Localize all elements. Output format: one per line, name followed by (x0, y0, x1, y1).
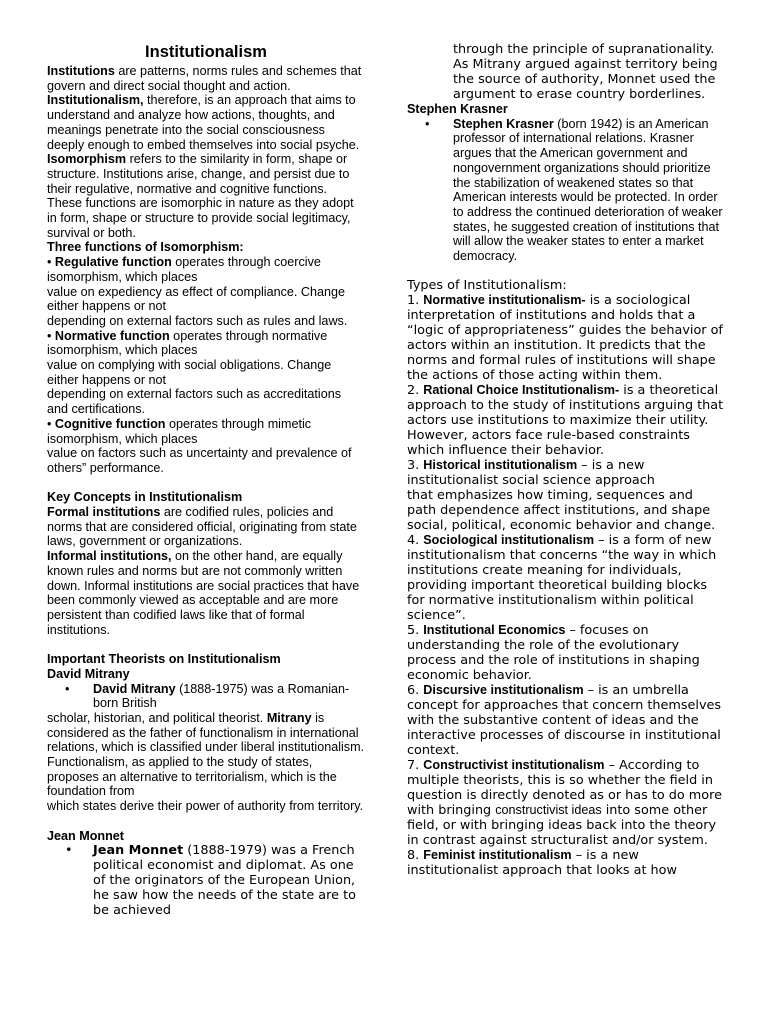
term: David Mitrany (93, 681, 176, 696)
number: 2. (407, 383, 424, 399)
term: Stephen Krasner (453, 116, 554, 131)
three-functions-heading: Three functions of Isomorphism: (47, 240, 244, 255)
definition: – is a form of new institutionalism that concerns “the way in which institutions create meaning for individuals, providing important theoretical building blocks for normative institutionalism within political science”. (407, 533, 717, 624)
term: Historical institutionalism (423, 458, 578, 473)
definition: operates through mimetic isomorphism, which places (47, 416, 312, 446)
definition: (born 1942) is an American professor of international relations. Krasner argues that the American government and nongovernment organizations should prioritize the stabilization of weakened states so that American interests would be protected. In order to address the continued deterioration of weaker states, he suggested creation of institutions that will allow the weaker states to enter a market democracy. (453, 116, 723, 264)
type-1 (407, 293, 725, 383)
number: 5. (407, 623, 424, 639)
definition: are codified rules, policies and norms that are considered official, originating from state laws, government or organizations. (47, 505, 357, 549)
term: Discursive institutionalism (423, 683, 584, 698)
functionalism-paragraph-2: which states derive their power of authority from territory. (47, 799, 364, 814)
text: is considered as the father of functionalism in international relations, which is classified under liberal institutionalism. (47, 710, 365, 755)
type-3-continuation: that emphasizes how timing, sequences and path dependence affect institutions, and shape social, political, economic behavior and change. (407, 488, 716, 534)
mitrany-bullet-item (47, 682, 365, 711)
mitrany-heading: David Mitrany (47, 666, 130, 681)
definition: – is an umbrella concept for approaches that concern themselves with the substantive content of ideas and the interactive processes of discourse in institutional context. (407, 683, 722, 759)
functionalism-paragraph: Functionalism, as applied to the study of states, proposes an alternative to territorialism, which is the foundation from (47, 755, 337, 799)
isomorphism-paragraph (47, 152, 365, 240)
key-concepts-heading: Key Concepts in Institutionalism (47, 490, 243, 505)
type-8 (407, 848, 725, 878)
left-column (47, 42, 365, 918)
formal-institutions-paragraph (47, 505, 365, 549)
term: Rational Choice Institutionalism- (423, 383, 620, 398)
definition: – is a new institutionalist social science approach (407, 458, 655, 489)
bullet: • (47, 328, 55, 343)
definition: is a sociological interpretation of institutions and holds that a “logic of appropriateness” guides the behavior of actors within an institution. It predicts that the norms and formal rules of institutions will shape the actions of those acting within them. (407, 293, 723, 384)
spacer (47, 814, 365, 829)
definition: on the other hand, are equally known rules and norms but are not commonly written down. Informal institutions are social practices that have been commonly viewed as acceptable and are more persistent than codified laws like that of formal institutions. (47, 549, 360, 637)
type-3 (407, 458, 725, 488)
bullet: • (47, 255, 55, 270)
number: 8. (407, 848, 424, 864)
regulative-line-2: value on expediency as effect of compliance. Change either happens or not (47, 284, 346, 314)
term: Institutions (47, 64, 115, 78)
term: Feminist institutionalism (423, 848, 572, 863)
definition: therefore, is an approach that aims to understand and analyze how actions, thoughts, and meanings penetrate into the social consciousness deeply enough to embed themselves into social psyche. (47, 93, 360, 152)
term: Normative function (54, 328, 170, 343)
institutions-paragraph (47, 64, 365, 93)
regulative-function (47, 255, 365, 284)
types-heading: Types of Institutionalism: (407, 278, 567, 294)
definition: – focuses on understanding the role of the evolutionary process and the role of institutions in shaping economic behavior. (407, 623, 700, 684)
definition: into some other field, or with bringing ideas back into the theory in contrast against structuralist and/or system. (407, 803, 717, 849)
text: scholar, historian, and political theorist. (47, 710, 267, 725)
bullet: • (65, 681, 70, 696)
number: 3. (407, 458, 424, 474)
monnet-continuation: through the principle of supranationality. As Mitrany argued against territory being the source of authority, Monnet used the argument to erase country borderlines. (453, 42, 718, 102)
cognitive-function (47, 417, 365, 446)
term: Sociological institutionalism (423, 533, 595, 548)
term: Normative institutionalism- (423, 293, 586, 308)
krasner-heading: Stephen Krasner (407, 102, 508, 116)
bullet: • (47, 416, 55, 431)
definition: (1888-1975) was a Romanian-born British (93, 681, 350, 711)
term: Isomorphism (47, 152, 127, 167)
spacer (407, 264, 725, 279)
normative-line-3: depending on external factors such as accreditations and certifications. (47, 387, 342, 417)
definition: operates through coercive isomorphism, which places (47, 255, 321, 284)
term: Formal institutions (47, 505, 161, 520)
number: 7. (407, 758, 424, 774)
term: Informal institutions, (47, 549, 172, 564)
page-title: Institutionalism (145, 43, 267, 61)
cognitive-line-2: value on factors such as uncertainty and prevalence of others” performance. (47, 446, 352, 475)
institutionalism-paragraph (47, 93, 365, 152)
bullet: • (65, 843, 73, 859)
term: Regulative function (54, 255, 172, 270)
informal-institutions-paragraph (47, 549, 365, 637)
definition: constructivist ideas (495, 803, 602, 818)
definition: is a theoretical approach to the study of institutions arguing that actors use institutions to maximize their utility. However, actors face rule-based constraints which influence their behavior. (407, 383, 724, 459)
spacer (47, 637, 365, 652)
type-4 (407, 533, 725, 623)
type-7 (407, 758, 725, 848)
monnet-heading: Jean Monnet (47, 828, 124, 843)
term: Cognitive function (54, 416, 166, 431)
spacer (47, 476, 365, 491)
normative-function (47, 329, 365, 358)
right-column (407, 42, 725, 878)
regulative-line-3: depending on external factors such as rules and laws. (47, 313, 348, 328)
krasner-bullet-item (407, 117, 725, 264)
term: Mitrany (266, 710, 312, 725)
term: Constructivist institutionalism (423, 758, 605, 773)
term: Institutional Economics (423, 623, 566, 638)
number: 1. (407, 293, 424, 309)
term: Institutionalism, (47, 93, 144, 108)
number: 6. (407, 683, 424, 699)
type-2 (407, 383, 725, 458)
type-5 (407, 623, 725, 683)
definition: – According to multiple theorists, this is so whether the field in question is directly denoted as or has to do more with bringing (407, 758, 722, 819)
number: 4. (407, 533, 424, 549)
theorists-heading: Important Theorists on Institutionalism (47, 652, 281, 667)
definition: operates through normative isomorphism, which places (47, 328, 328, 358)
mitrany-continuation (47, 711, 365, 755)
bullet: • (425, 116, 430, 131)
definition: (1888-1979) was a French political economist and diplomat. As one of the originators of the European Union, he saw how the needs of the state are to be achieved (93, 843, 356, 919)
definition: refers to the similarity in form, shape or structure. Institutions arise, change, and persist due to their regulative, normative and cognitive functions. These functions are isomorphic in nature as they adopt in form, shape or structure to provide social legitimacy, survival or both. (47, 152, 354, 240)
monnet-bullet-item (47, 843, 365, 918)
definition: are patterns, norms rules and schemes that govern and direct social thought and action. (47, 64, 362, 93)
definition: – is a new institutionalist approach that looks at how (407, 848, 677, 879)
term: Jean Monnet (93, 843, 184, 859)
normative-line-2: value on complying with social obligations. Change either happens or not (47, 358, 332, 387)
type-6 (407, 683, 725, 758)
